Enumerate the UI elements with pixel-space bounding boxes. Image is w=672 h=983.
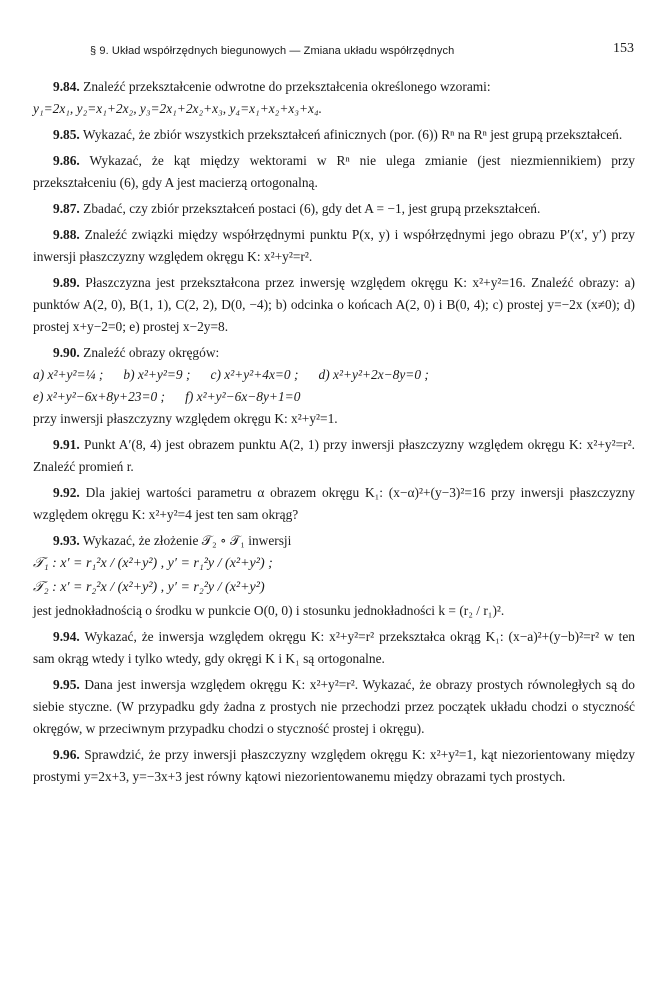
problem-number: 9.95. bbox=[53, 677, 80, 692]
problem-9-92 bbox=[33, 482, 635, 526]
inversion-formula-t2: 𝒯₂ : x′ = r₂²x / (x²+y²) , y′ = r₂²y / (x²+y²) bbox=[33, 580, 265, 595]
problem-9-93 bbox=[33, 530, 635, 622]
problem-number: 9.88. bbox=[53, 227, 80, 242]
section-title: § 9. Układ współrzędnych biegunowych — Zmiana układu współrzędnych bbox=[90, 45, 455, 57]
problem-text: jest jednokładnością o środku w punkcie O(0, 0) i stosunku jednokładności k = (r₂ / r₁)². bbox=[33, 603, 505, 618]
problem-number: 9.94. bbox=[53, 629, 80, 644]
problem-9-84 bbox=[33, 76, 635, 120]
problem-9-91 bbox=[33, 434, 635, 478]
problem-number: 9.84. bbox=[53, 79, 80, 94]
problem-9-88 bbox=[33, 224, 635, 268]
problem-text: Zbadać, czy zbiór przekształceń postaci (6), gdy det A = −1, jest grupą przekształceń. bbox=[83, 201, 541, 216]
problem-text: Punkt A′(8, 4) jest obrazem punktu A(2, 1) przy inwersji płaszczyzny względem okręgu K: x²+y²=r². Znaleźć promień r. bbox=[33, 437, 635, 474]
problem-formula: y₁=2x₁, y₂=x₁+2x₂, y₃=2x₁+2x₂+x₃, y₄=x₁+x₂+x₃+x₄. bbox=[33, 101, 322, 116]
problem-number: 9.86. bbox=[53, 153, 80, 168]
problem-number: 9.90. bbox=[53, 345, 80, 360]
problem-text: Wykazać, że inwersja względem okręgu K: x²+y²=r² przekształca okrąg K₁: (x−a)²+(y−b)²=r² w ten sam okrąg wtedy i tylko wtedy, gdy okręgi K i K₁ są ortogonalne. bbox=[33, 629, 636, 666]
problem-text: Znaleźć obrazy okręgów: bbox=[83, 345, 220, 360]
problem-number: 9.92. bbox=[53, 485, 80, 500]
problem-exercise-row: e) x²+y²−6x+8y+23=0 ; f) x²+y²−6x−8y+1=0 bbox=[33, 389, 301, 404]
problem-9-94 bbox=[33, 626, 635, 670]
problem-exercise-row: a) x²+y²=¼ ; b) x²+y²=9 ; c) x²+y²+4x=0 ; d) x²+y²+2x−8y=0 ; bbox=[33, 367, 429, 382]
page-number: 153 bbox=[613, 41, 634, 56]
problem-number: 9.89. bbox=[53, 275, 80, 290]
problem-number: 9.87. bbox=[53, 201, 80, 216]
problem-9-87 bbox=[33, 198, 635, 220]
problem-text: Znaleźć przekształcenie odwrotne do przekształcenia określonego wzorami: bbox=[83, 79, 491, 94]
problem-number: 9.85. bbox=[53, 127, 80, 142]
problem-9-89 bbox=[33, 272, 635, 338]
problem-text: Wykazać, że złożenie 𝒯₂ ∘ 𝒯₁ inwersji bbox=[82, 533, 292, 548]
problem-text: Dana jest inwersja względem okręgu K: x²+y²=r². Wykazać, że obrazy prostych równoległych są do siebie styczne. (W przypadku gdy żadna z prostych nie przechodzi przez początek układu chodzi o styczność okręgów, w przeciwnym przypadku chodzi o styczność prostej i okręgu). bbox=[33, 677, 636, 736]
problem-text: Wykazać, że zbiór wszystkich przekształceń afinicznych (por. (6)) Rⁿ na Rⁿ jest grupą przekształceń. bbox=[82, 127, 623, 142]
problem-number: 9.96. bbox=[53, 747, 80, 762]
running-header bbox=[90, 38, 634, 60]
problem-9-86 bbox=[33, 150, 635, 194]
problem-9-90 bbox=[33, 342, 635, 430]
problem-list bbox=[33, 76, 635, 792]
problem-9-95 bbox=[33, 674, 635, 740]
inversion-formula-t1: 𝒯₁ : x′ = r₁²x / (x²+y²) , y′ = r₁²y / (x²+y²) ; bbox=[33, 556, 273, 571]
problem-number: 9.93. bbox=[53, 533, 80, 548]
problem-text: Wykazać, że kąt między wektorami w Rⁿ nie ulega zmianie (jest niezmiennikiem) przy przekształceniu (6), gdy A jest macierzą ortogonalną. bbox=[33, 153, 635, 190]
problem-text: Płaszczyzna jest przekształcona przez inwersję względem okręgu K: x²+y²=16. Znaleźć obrazy: a) punktów A(2, 0), B(1, 1), C(2, 2), D(0, −4); b) odcinka o końcach A(2, 0) i B(0, 4); c) prostej y=−2x (x≠0); d) prostej x+y−2=0; e) prostej x−2y=8. bbox=[33, 275, 635, 334]
problem-number: 9.91. bbox=[53, 437, 80, 452]
problem-text: Znaleźć związki między współrzędnymi punktu P(x, y) i współrzędnymi jego obrazu P′(x′, y′) przy inwersji płaszczyzny względem okręgu K: x²+y²=r². bbox=[33, 227, 635, 264]
problem-9-96 bbox=[33, 744, 635, 788]
problem-9-85 bbox=[33, 124, 635, 146]
problem-text: przy inwersji płaszczyzny względem okręgu K: x²+y²=1. bbox=[33, 411, 338, 426]
problem-text: Dla jakiej wartości parametru α obrazem okręgu K₁: (x−α)²+(y−3)²=16 przy inwersji płaszczyzny względem okręgu K: x²+y²=4 jest ten sam okrąg? bbox=[33, 485, 635, 522]
problem-text: Sprawdzić, że przy inwersji płaszczyzny względem okręgu K: x²+y²=1, kąt niezorientowany między prostymi y=2x+3, y=−3x+3 jest równy kątowi niezorientowanemu między obrazami tych prostych. bbox=[33, 747, 635, 784]
